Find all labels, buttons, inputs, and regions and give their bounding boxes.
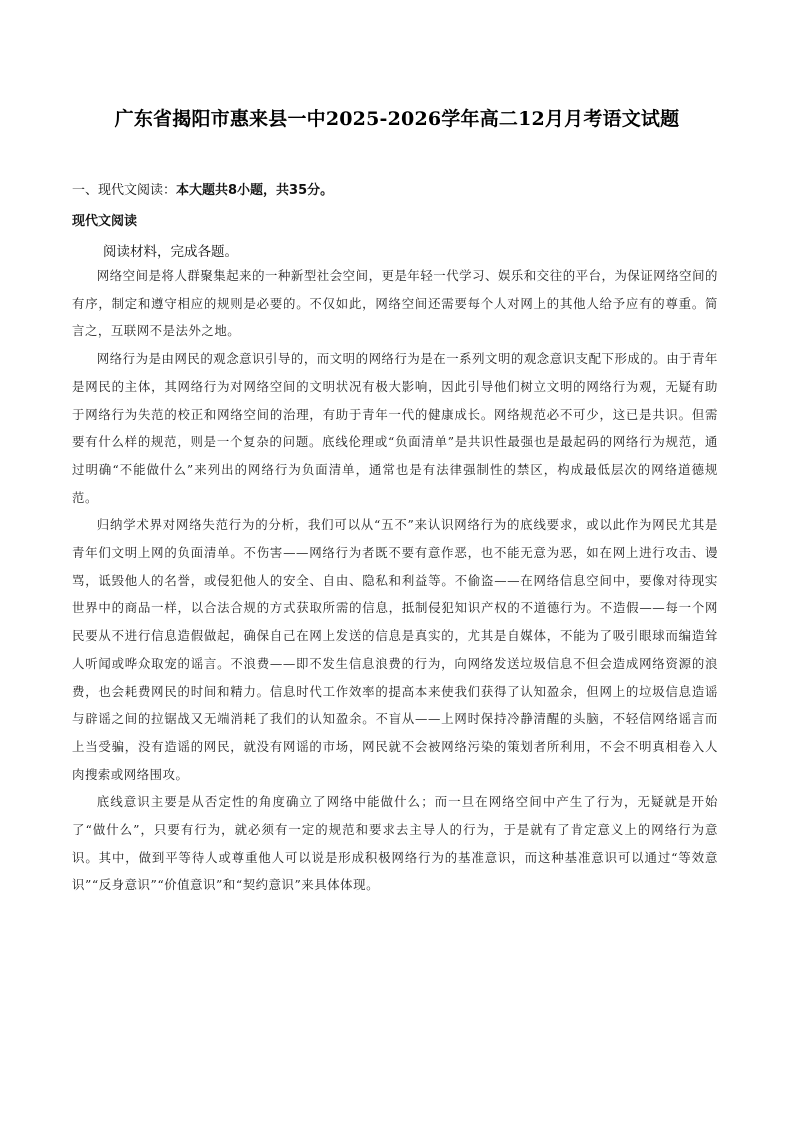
passage-paragraph-3: 归纳学术界对网络失范行为的分析，我们可以从“五不”来认识网络行为的底线要求，或以此作为网民尤其是青年们文明上网的负面清单。不伤害——网络行为者既不要有意作恶，也不能无意为恶，如在网上进行攻击、谩骂，诋毁他人的名誉，或侵犯他人的安全、自由、隐私和利益等。不偷盗——在网络信息空间中，要像对待现实世界中的商品一样，以合法合规的方式获取所需的信息，抵制侵犯知识产权的不道德行为。不造假——每一个网民要从不进行信息造假做起，确保自己在网上发送的信息是真实的，尤其是自媒体，不能为了吸引眼球而编造耸人听闻或哗众取宠的谣言。不浪费——即不发生信息浪费的行为，向网络发送垃圾信息不但会造成网络资源的浪费，也会耗费网民的时间和精力。信息时代工作效率的提高本来使我们获得了认知盈余，但网上的垃圾信息造谣与辟谣之间的拉锯战又无端消耗了我们的认知盈余。不盲从——上网时保持冷静清醒的头脑，不轻信网络谣言而上当受骗，没有造谣的网民，就没有网谣的市场，网民就不会被网络污染的策划者所利用，不会不明真相卷入人肉搜索或网络围攻。 — [72, 517, 718, 782]
section-prefix: 一、现代文阅读： — [72, 183, 177, 198]
subsection-heading: 现代文阅读 — [72, 214, 138, 229]
document-title: 广东省揭阳市惠来县一中2025-2026学年高二12月月考语文试题 — [114, 108, 680, 130]
passage-paragraph-2: 网络行为是由网民的观念意识引导的，而文明的网络行为是在一系列文明的观念意识支配下形成的。由于青年是网民的主体，其网络行为对网络空间的文明状况有极大影响，因此引导他们树立文明的网络行为观，无疑有助于网络行为失范的校正和网络空间的治理，有助于青年一代的健康成长。网络规范必不可少，这已是共识。但需要有什么样的规范，则是一个复杂的问题。底线伦理或“负面清单”是共识性最强也是最起码的网络行为规范，通过明确“不能做什么”来列出的网络行为负面清单，通常也是有法律强制性的禁区，构成最低层次的网络道德规范。 — [72, 351, 718, 505]
passage-paragraph-1: 网络空间是将人群聚集起来的一种新型社会空间，更是年轻一代学习、娱乐和交往的平台，为保证网络空间的有序，制定和遵守相应的规则是必要的。不仅如此，网络空间还需要每个人对网上的其他人给予应有的尊重。简言之，互联网不是法外之地。 — [72, 268, 718, 339]
reading-instruction: 阅读材料，完成各题。 — [103, 244, 238, 260]
reading-passage — [72, 262, 718, 899]
section-heading — [72, 179, 333, 198]
passage-paragraph-4: 底线意识主要是从否定性的角度确立了网络中能做什么；而一旦在网络空间中产生了行为，无疑就是开始了“做什么”，只要有行为，就必须有一定的规范和要求去主导人的行为，于是就有了肯定意义上的网络行为意识。其中，做到平等待人或尊重他人可以说是形成积极网络行为的基准意识，而这种基准意识可以通过“等效意识”“反身意识”“价值意识”和“契约意识”来具体体现。 — [72, 794, 718, 893]
section-detail: 本大题共8小题，共35分。 — [176, 183, 334, 198]
